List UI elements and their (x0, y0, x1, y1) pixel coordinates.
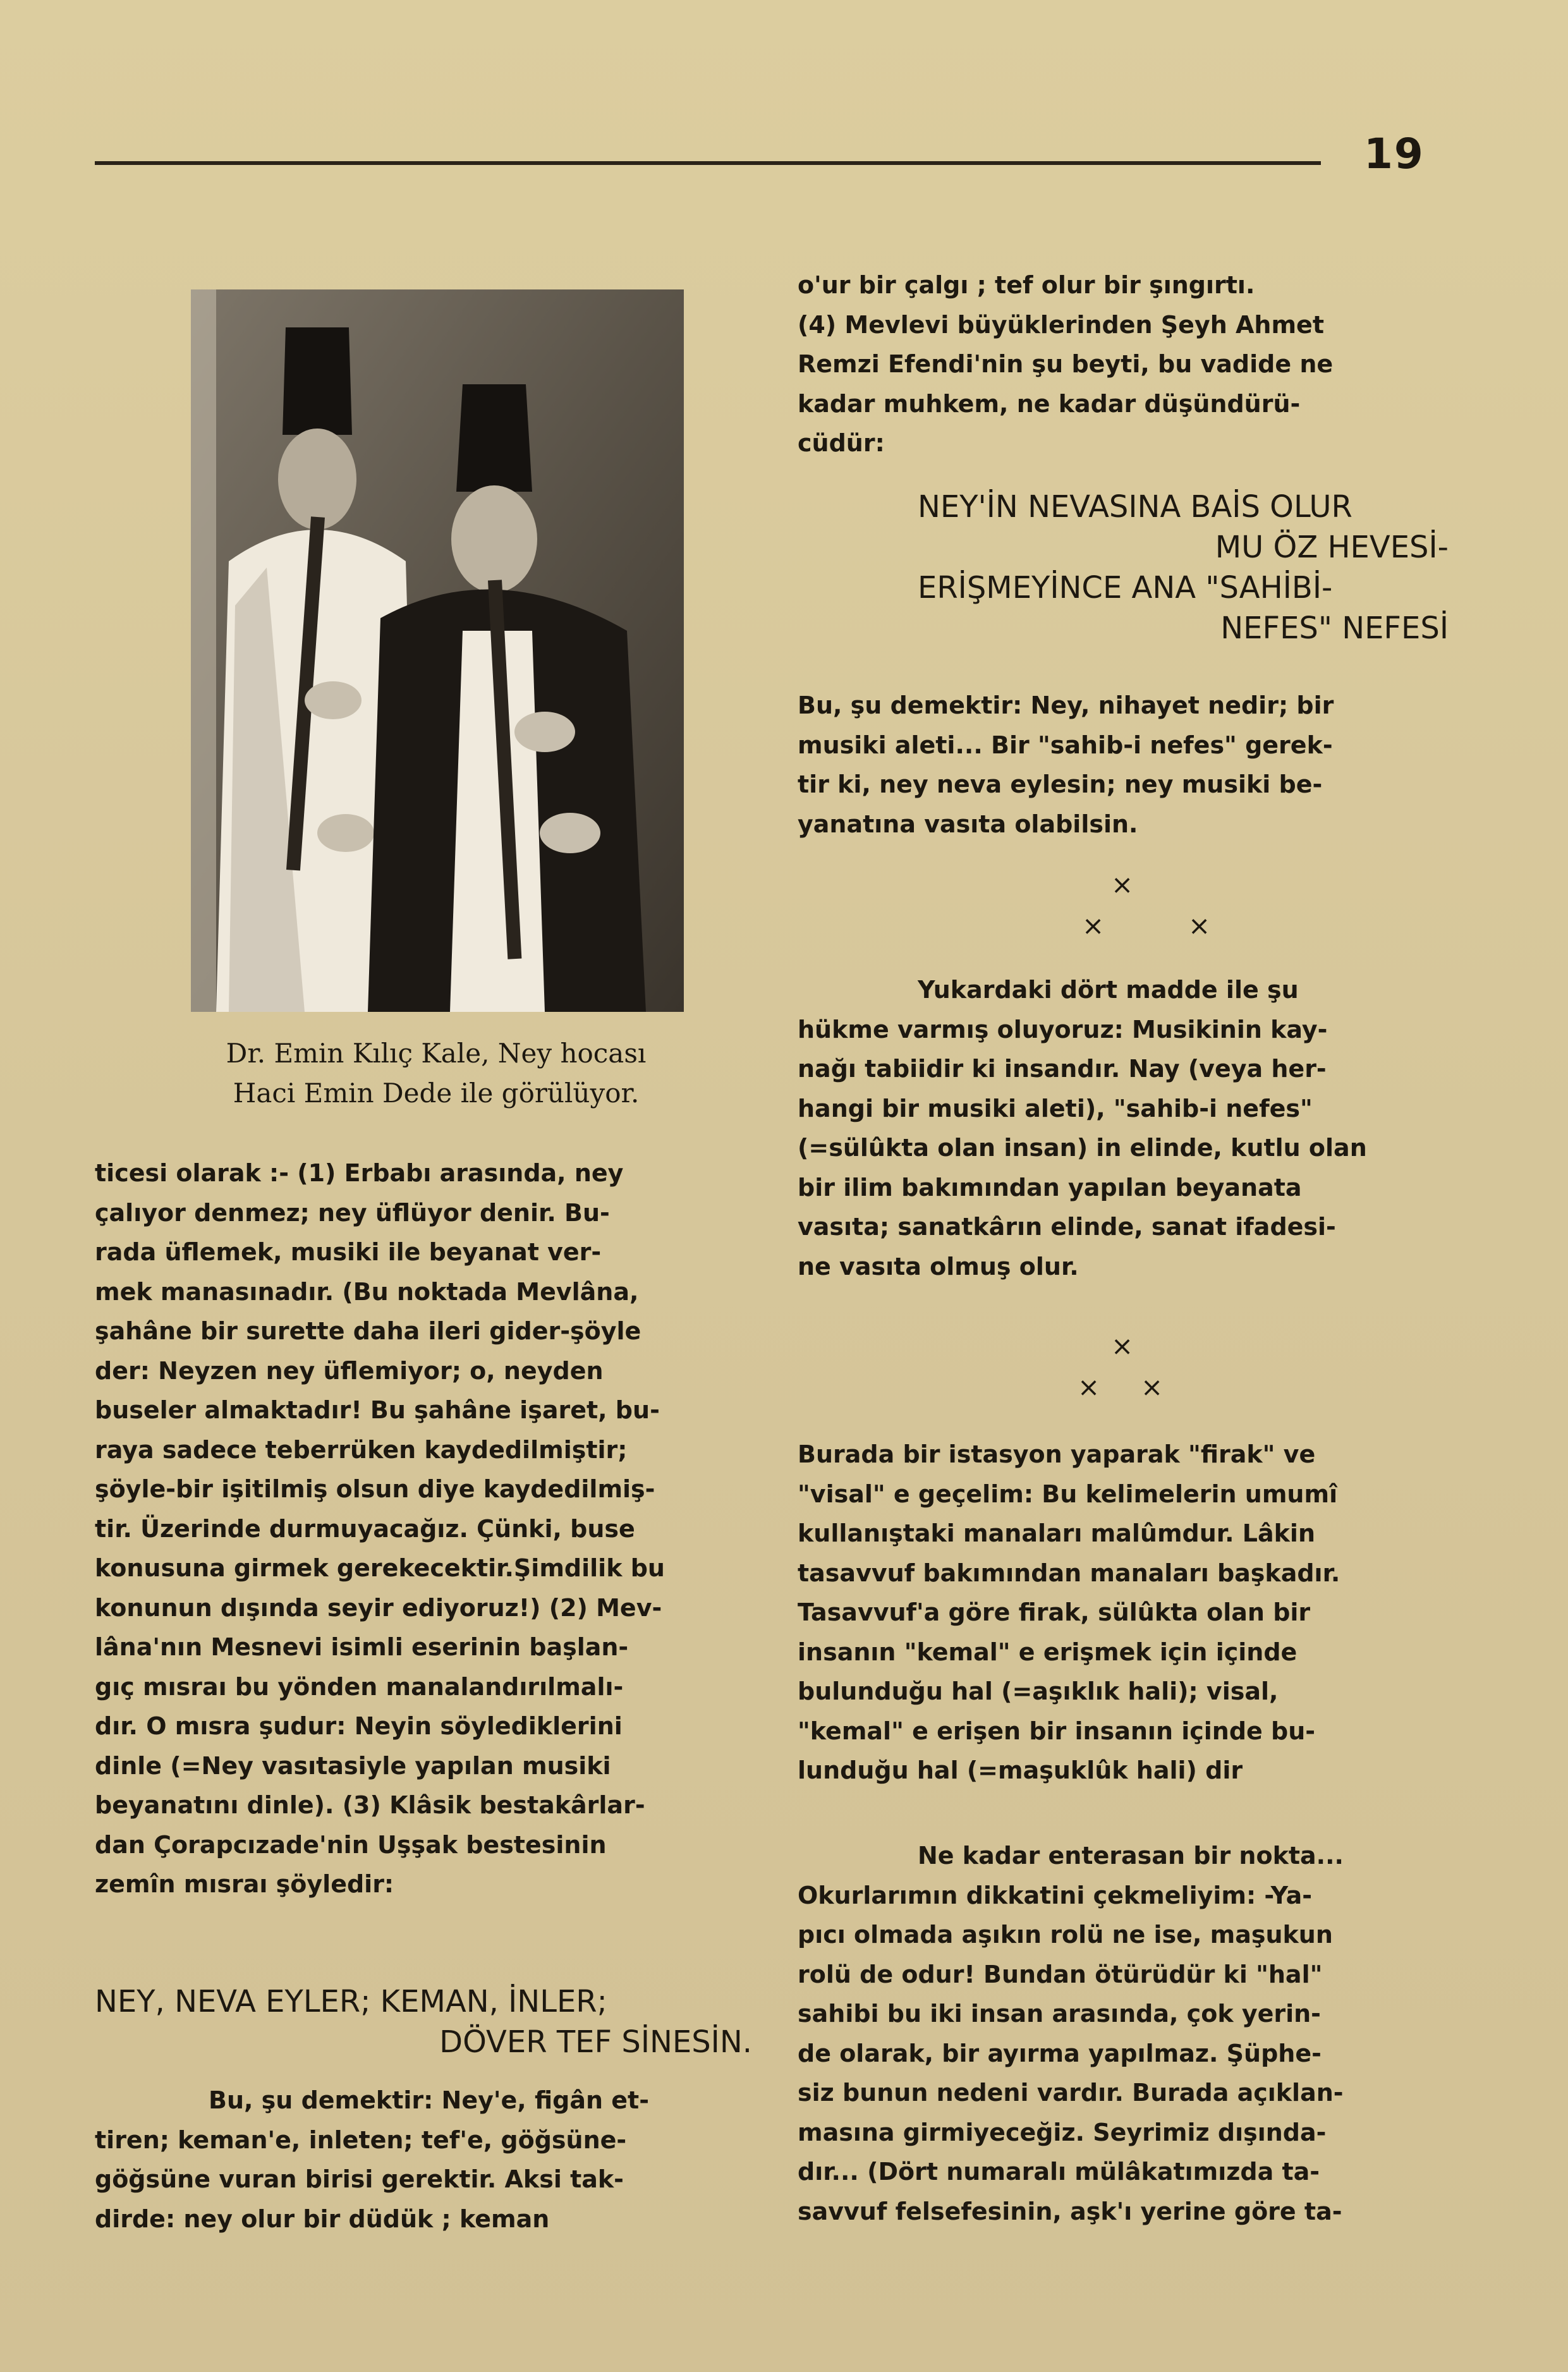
right-paragraph-1-block (798, 265, 1449, 463)
text-line: der: Neyzen ney üflemiyor; o, neyden (95, 1356, 604, 1385)
text-line: nağı tabiidir ki insandır. Nay (veya her- (798, 1055, 1327, 1083)
text-line: Burada bir istasyon yaparak "firak" ve (798, 1440, 1316, 1468)
verse-line: MU ÖZ HEVESİ- (1215, 530, 1449, 565)
text-line: bulunduğu hal (=aşıklık hali); visal, (798, 1677, 1279, 1705)
text-line: bir ilim bakımından yapılan beyanata (798, 1173, 1302, 1201)
right-paragraph-5-block (798, 1836, 1449, 2231)
right-verse (798, 487, 1449, 648)
page-number: 19 (1364, 130, 1425, 178)
text-line: "visal" e geçelim: Bu kelimelerin umumî (798, 1480, 1338, 1508)
text-line: dan Çorapcızade'nin Uşşak bestesinin (95, 1830, 607, 1859)
left-paragraph-2-block (95, 2081, 752, 2239)
right-paragraph-3-block (798, 970, 1449, 1286)
text-line: hükme varmış oluyoruz: Musikinin kay- (798, 1015, 1328, 1043)
right-paragraph-2-block (798, 686, 1449, 844)
verse-line: NEY'İN NEVASINA BAİS OLUR (918, 489, 1352, 525)
text-line: ne vasıta olmuş olur. (798, 1252, 1079, 1280)
right-paragraph-5 (798, 1836, 1449, 2231)
text-line: dinle (=Ney vasıtasiyle yapılan musiki (95, 1751, 611, 1780)
text-line: Tasavvuf'a göre firak, sülûkta olan bir (798, 1598, 1311, 1626)
text-line: kadar muhkem, ne kadar düşündürü- (798, 389, 1301, 418)
text-line: (=sülûkta olan insan) in elinde, kutlu olan (798, 1134, 1367, 1162)
text-line: yanatına vasıta olabilsin. (798, 810, 1138, 838)
text-line: gıç mısraı bu yönden manalandırılmalı- (95, 1672, 624, 1701)
text-line: siz bunun nedeni vardır. Burada açıklan- (798, 2079, 1344, 2107)
text-line: hangi bir musiki aleti), "sahib-i nefes" (798, 1094, 1313, 1122)
text-line: sahibi bu iki insan arasında, çok yerin- (798, 2000, 1321, 2028)
text-line: beyanatını dinle). (3) Klâsik bestakârlar- (95, 1791, 645, 1819)
text-line: dır. O mısra şudur: Neyin söylediklerini (95, 1712, 623, 1740)
text-line: "kemal" e erişen bir insanın içinde bu- (798, 1717, 1316, 1745)
text-line: buseler almaktadır! Bu şahâne işaret, bu- (95, 1396, 660, 1424)
left-paragraph-1 (95, 1153, 752, 1904)
text-line: (4) Mevlevi büyüklerinden Şeyh Ahmet (798, 310, 1324, 339)
text-line: rada üflemek, musiki ile beyanat ver- (95, 1238, 602, 1266)
text-line: tasavvuf bakımından manaları başkadır. (798, 1559, 1340, 1587)
text-line: musiki aleti... Bir "sahib-i nefes" gerek- (798, 731, 1333, 759)
text-line: tir ki, ney neva eylesin; ney musiki be- (798, 770, 1323, 798)
text-line: konusuna girmek gerekecektir.Şimdilik bu (95, 1554, 665, 1582)
left-paragraph-2 (95, 2081, 752, 2239)
separator-mark: × (1188, 910, 1211, 941)
photo (191, 289, 684, 1012)
text-line: o'ur bir çalgı ; tef olur bir şıngırtı. (798, 271, 1255, 299)
left-column (95, 1153, 752, 1904)
text-line: raya sadece teberrüken kaydedilmiştir; (95, 1435, 628, 1464)
text-line: tir. Üzerinde durmuyacağız. Çünki, buse (95, 1514, 635, 1543)
text-line: çalıyor denmez; ney üflüyor denir. Bu- (95, 1198, 610, 1227)
text-line: lâna'nın Mesnevi isimli eserinin başlan- (95, 1633, 629, 1661)
text-line: pıcı olmada aşıkın rolü ne ise, maşukun (798, 1921, 1333, 1949)
text-line: Okurlarımın dikkatini çekmeliyim: -Ya- (798, 1881, 1313, 1909)
separator-mark: × (1111, 869, 1134, 900)
separator-mark: × (1082, 910, 1105, 941)
text-line: kullanıştaki manaları malûmdur. Lâkin (798, 1519, 1316, 1547)
caption-line: Haci Emin Dede ile görülüyor. (233, 1078, 640, 1109)
text-line: savvuf felsefesinin, aşk'ı yerine göre ta- (798, 2197, 1342, 2225)
text-line: de olarak, bir ayırma yapılmaz. Şüphe- (798, 2039, 1322, 2067)
text-line: mek manasınadır. (Bu noktada Mevlâna, (95, 1277, 639, 1306)
text-line: insanın "kemal" e erişmek için içinde (798, 1638, 1298, 1666)
right-paragraph-4-block (798, 1435, 1449, 1791)
text-line: dirde: ney olur bir düdük ; keman (95, 2205, 550, 2233)
text-line: Yukardaki dört madde ile şu (918, 976, 1299, 1004)
caption-line: Dr. Emin Kılıç Kale, Ney hocası (226, 1038, 647, 1069)
verse-line: DÖVER TEF SİNESİN. (439, 2024, 752, 2060)
text-line: tiren; keman'e, inleten; tef'e, göğsüne- (95, 2126, 627, 2154)
separator-mark: × (1078, 1372, 1100, 1402)
verse-line: ERİŞMEYİNCE ANA "SAHİBİ- (918, 570, 1333, 605)
photo-caption (145, 1033, 727, 1113)
header-rule (95, 161, 1321, 165)
right-paragraph-4 (798, 1435, 1449, 1791)
text-line: dır... (Dört numaralı mülâkatımızda ta- (798, 2158, 1320, 2186)
right-paragraph-1 (798, 265, 1449, 463)
text-line: konunun dışında seyir ediyoruz!) (2) Mev- (95, 1593, 662, 1622)
right-paragraph-2 (798, 686, 1449, 844)
separator-mark: × (1111, 1330, 1134, 1361)
text-line: şahâne bir surette daha ileri gider-şöyle (95, 1317, 641, 1345)
text-line: ticesi olarak :- (1) Erbabı arasında, ney (95, 1159, 624, 1187)
verse-line: NEFES" NEFESİ (1220, 611, 1449, 646)
text-line: masına girmiyeceğiz. Seyrimiz dışında- (798, 2118, 1327, 2146)
text-line: Ne kadar enterasan bir nokta... (918, 1842, 1344, 1870)
text-line: lunduğu hal (=maşuklûk hali) dir (798, 1756, 1243, 1784)
photo-two-dervishes-icon (191, 289, 684, 1012)
text-line: cüdür: (798, 429, 885, 457)
text-line: Remzi Efendi'nin şu beyti, bu vadide ne (798, 350, 1334, 378)
text-line: zemîn mısraı şöyledir: (95, 1870, 394, 1898)
text-line: şöyle-bir işitilmiş olsun diye kaydedilmiş- (95, 1475, 655, 1503)
separator-mark: × (1141, 1372, 1164, 1402)
text-line: rolü de odur! Bundan ötürüdür ki "hal" (798, 1960, 1323, 1988)
text-line: Bu, şu demektir: Ney, nihayet nedir; bir (798, 691, 1334, 719)
text-line: Bu, şu demektir: Ney'e, figân et- (209, 2086, 649, 2114)
right-paragraph-3 (798, 970, 1449, 1286)
verse-line: NEY, NEVA EYLER; KEMAN, İNLER; (95, 1984, 607, 2019)
left-verse (95, 1981, 752, 2062)
text-line: vasıta; sanatkârın elinde, sanat ifadesi- (798, 1213, 1336, 1241)
text-line: göğsüne vuran birisi gerektir. Aksi tak- (95, 2165, 624, 2193)
